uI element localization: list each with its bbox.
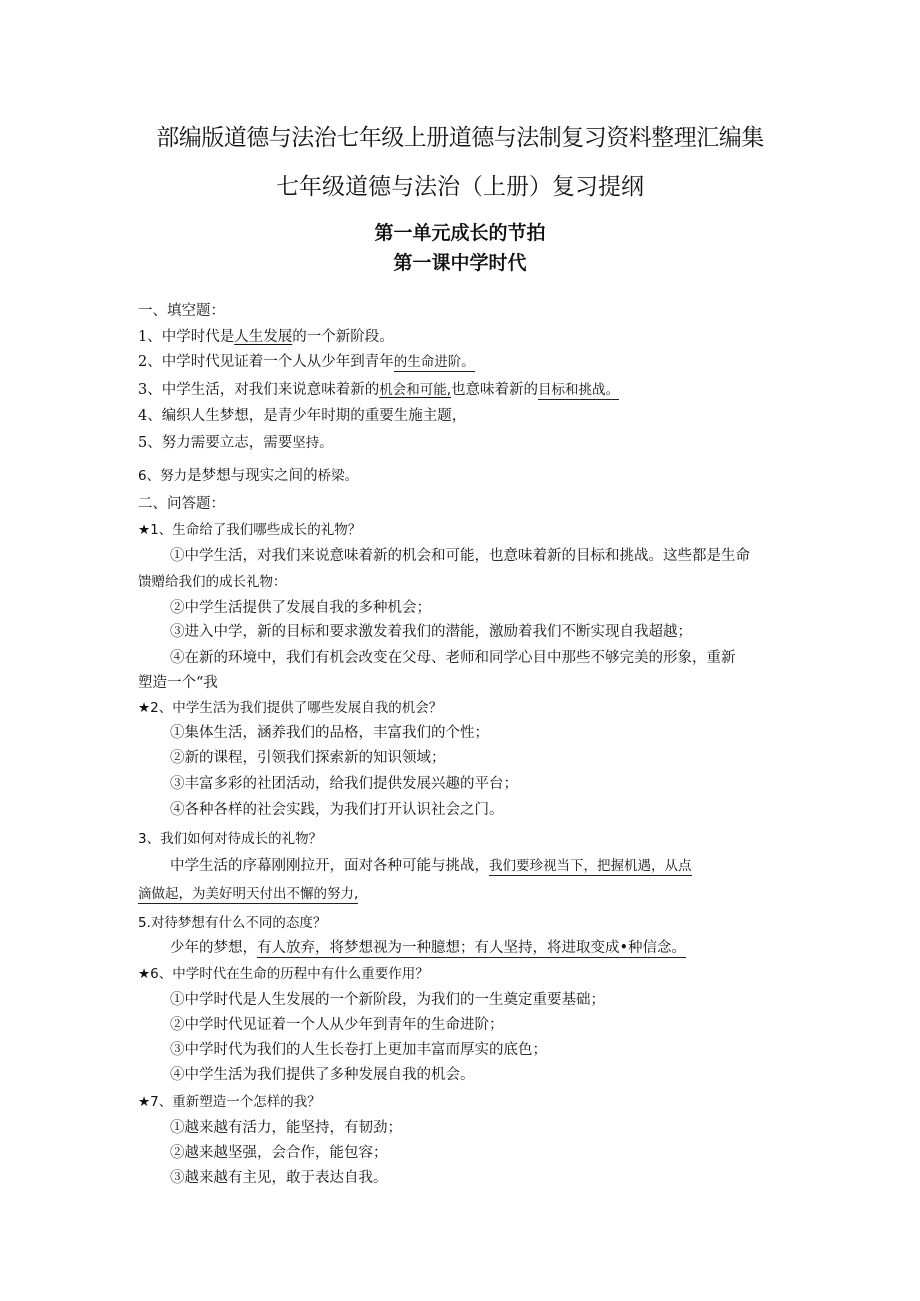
question-6-item: ①中学时代是人生发展的一个新阶段，为我们的一生奠定重要基础； [170,992,605,1008]
question-1-line: ①中学生活，对我们来说意味着新的机会和可能，也意味着新的目标和挑战。这些都是生命 [170,548,750,564]
question-3-title: 3、我们如何对待成长的礼物？ [138,831,323,847]
question-7-item: ②越来越坚强，会合作，能包容； [170,1145,388,1161]
fill-item-5: 5、努力需要立志，需要坚持。 [138,435,333,451]
question-6-title: ★6、中学时代在生命的历程中有什么重要作用？ [138,966,429,982]
question-7-item: ③越来越有主见，敢于表达自我。 [170,1170,388,1186]
question-6-item: ③中学时代为我们的人生长卷打上更加丰富而厚实的底色； [170,1042,547,1058]
fill-item-2: 2、中学时代见证着一个人从少年到青年的生命进阶。 [138,354,475,370]
section1-heading: 一、填空题： [138,303,225,319]
fill-item-1: 1、中学时代是人生发展的一个新阶段。 [138,329,394,345]
question-1-item: ②中学生活提供了发展自我的多种机会； [170,600,431,616]
question-5-answer: 少年的梦想，有人放弃，将梦想视为一种臆想；有人坚持，将进取变成•种信念。 [170,940,687,956]
question-2-item: ③丰富多彩的社团活动，给我们提供发展兴趣的平台； [170,776,518,792]
question-1-title: ★1、生命给了我们哪些成长的礼物？ [138,522,362,538]
document-subtitle: 七年级道德与法治（上册）复习提纲 [276,174,644,200]
unit-title: 第一单元成长的节拍 [374,222,546,244]
section2-heading: 二、问答题： [138,496,225,512]
question-1-item: ④在新的环境中，我们有机会改变在父母、老师和同学心目中那些不够完美的形象，重新 [170,650,736,666]
fill-item-3: 3、中学生活，对我们来说意味着新的机会和可能,也意味着新的目标和挑战。 [138,382,620,398]
question-5-title: 5.对待梦想有什么不同的态度？ [138,915,327,931]
question-6-item: ②中学时代见证着一个人从少年到青年的生命进阶； [170,1017,504,1033]
lesson-title: 第一课中学时代 [393,252,527,274]
question-3-answer-cont: 滴做起，为美好明天付出不懈的努力, [138,886,359,902]
fill-item-4: 4、编织人生梦想，是青少年时期的重要生施主题， [138,408,467,424]
question-1-line-cont: 馈赠给我们的成长礼物： [138,574,287,590]
question-6-item: ④中学生活为我们提供了多种发展自我的机会。 [170,1067,475,1083]
question-2-item: ②新的课程，引领我们探索新的知识领域； [170,750,446,766]
question-2-item: ①集体生活，涵养我们的品格，丰富我们的个性； [170,725,489,741]
question-1-item: 塑造一个“我 [138,675,218,691]
question-2-title: ★2、中学生活为我们提供了哪些发展自我的机会？ [138,700,443,716]
document-title: 部编版道德与法治七年级上册道德与法制复习资料整理汇编集 [156,125,764,151]
question-3-answer: 中学生活的序幕刚刚拉开，面对各种可能与挑战，我们要珍视当下，把握机遇，从点 [170,858,692,874]
fill-item-6: 6、努力是梦想与现实之间的桥梁。 [138,468,359,484]
question-7-title: ★7、重新塑造一个怎样的我？ [138,1094,321,1110]
question-2-item: ④各种各样的社会实践，为我们打开认识社会之门。 [170,802,504,818]
question-1-item: ③进入中学，新的目标和要求激发着我们的潜能，激励着我们不断实现自我超越； [170,624,692,640]
question-7-item: ①越来越有活力，能坚持，有韧劲； [170,1120,402,1136]
